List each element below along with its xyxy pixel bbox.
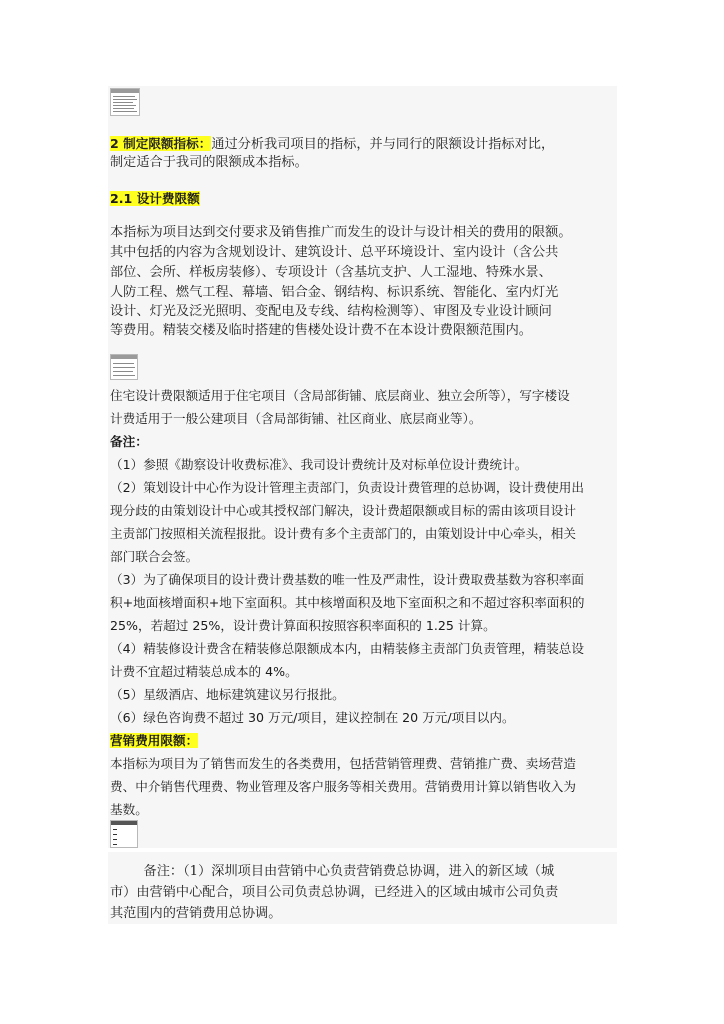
- note-line: （3）为了确保项目的设计费计费基数的唯一性及严肃性，设计费取费基数为容积率面: [110, 572, 584, 587]
- note-line: （2）策划设计中心作为设计管理主责部门，负责设计费管理的总协调，设计费使用出: [110, 480, 584, 495]
- note-line: 计费不宜超过精装总成本的 4%。: [110, 664, 298, 679]
- table-thumbnail-2: [110, 354, 138, 380]
- note-line: 主责部门按照相关流程报批。设计费有多个主责部门的，由策划设计中心牵头，相关: [110, 526, 576, 541]
- note-line: 25%，若超过 25%，设计费计算面积按照容积率面积的 1.25 计算。: [110, 618, 496, 633]
- table-thumbnail-3: [110, 820, 138, 848]
- remark-line: 其范围内的营销费用总协调。: [110, 906, 282, 921]
- section-2-1-heading: 2.1 设计费限额: [110, 191, 200, 206]
- section-2-1-heading-line: [110, 189, 200, 209]
- marketing-para-line: 本指标为项目为了销售而发生的各类费用，包括营销管理费、营销推广费、卖场营造: [110, 756, 576, 771]
- scope-line: 计费适用于一般公建项目（含局部街铺、社区商业、底层商业等）。: [110, 411, 482, 426]
- marketing-para-line: 基数。: [110, 802, 148, 817]
- design-para-line: 设计、灯光及泛光照明、变配电及专线、结构检测等）、审图及专业设计顾问: [110, 304, 552, 319]
- section-2-text-1: 通过分析我司项目的指标，并与同行的限额设计指标对比，: [211, 137, 555, 152]
- design-para-line: 人防工程、燃气工程、幕墙、铝合金、钢结构、标识系统、智能化、室内灯光: [110, 285, 559, 300]
- section-2-heading: 2 制定限额指标：: [110, 136, 212, 151]
- note-line: 现分歧的由策划设计中心或其授权部门解决，设计费超限额或目标的需由该项目设计: [110, 503, 576, 518]
- design-para-line: 本指标为项目达到交付要求及销售推广而发生的设计与设计相关的费用的限额。: [110, 225, 572, 240]
- scope-line: 住宅设计费限额适用于住宅项目（含局部街铺、底层商业、独立会所等），写字楼设: [110, 388, 570, 403]
- table-thumbnail-1: [110, 88, 140, 116]
- marketing-heading: 营销费用限额：: [110, 733, 199, 748]
- note-line: 部门联合会签。: [110, 549, 199, 564]
- note-line: （1）参照《勘察设计收费标准》、我司设计费统计及对标单位设计费统计。: [110, 457, 528, 472]
- note-line: （6）绿色咨询费不超过 30 万元/项目，建议控制在 20 万元/项目以内。: [110, 710, 515, 725]
- section-2-line-1: [110, 134, 554, 155]
- remark-line: 市）由营销中心配合，项目公司负责总协调，已经进入的区域由城市公司负责: [110, 885, 559, 900]
- note-line: （5）星级酒店、地标建筑建议另行报批。: [110, 687, 345, 702]
- design-para-line: 部位、会所、样板房装修）、专项设计（含基坑支护、人工湿地、特殊水景、: [110, 265, 552, 280]
- notes-label: 备注：: [110, 434, 148, 449]
- design-para-line: 等费用。精装交楼及临时搭建的售楼处设计费不在本设计费限额范围内。: [110, 323, 532, 338]
- marketing-para-line: 费、中介销售代理费、物业管理及客户服务等相关费用。营销费用计算以销售收入为: [110, 779, 576, 794]
- design-para-line: 其中包括的内容为含规划设计、建筑设计、总平环境设计、室内设计（含公共: [110, 245, 559, 260]
- note-line: 积+地面核增面积+地下室面积。其中核增面积及地下室面积之和不超过容积率面积的: [110, 595, 585, 610]
- marketing-heading-line: [110, 731, 198, 751]
- note-line: （4）精装修设计费含在精装修总限额成本内，由精装修主责部门负责管理，精装总设: [110, 641, 584, 656]
- section-2-line-2: 制定适合于我司的限额成本指标。: [110, 155, 308, 170]
- remark-line: 备注：（1）深圳项目由营销中心负责营销费总协调，进入的新区域（城: [110, 864, 555, 879]
